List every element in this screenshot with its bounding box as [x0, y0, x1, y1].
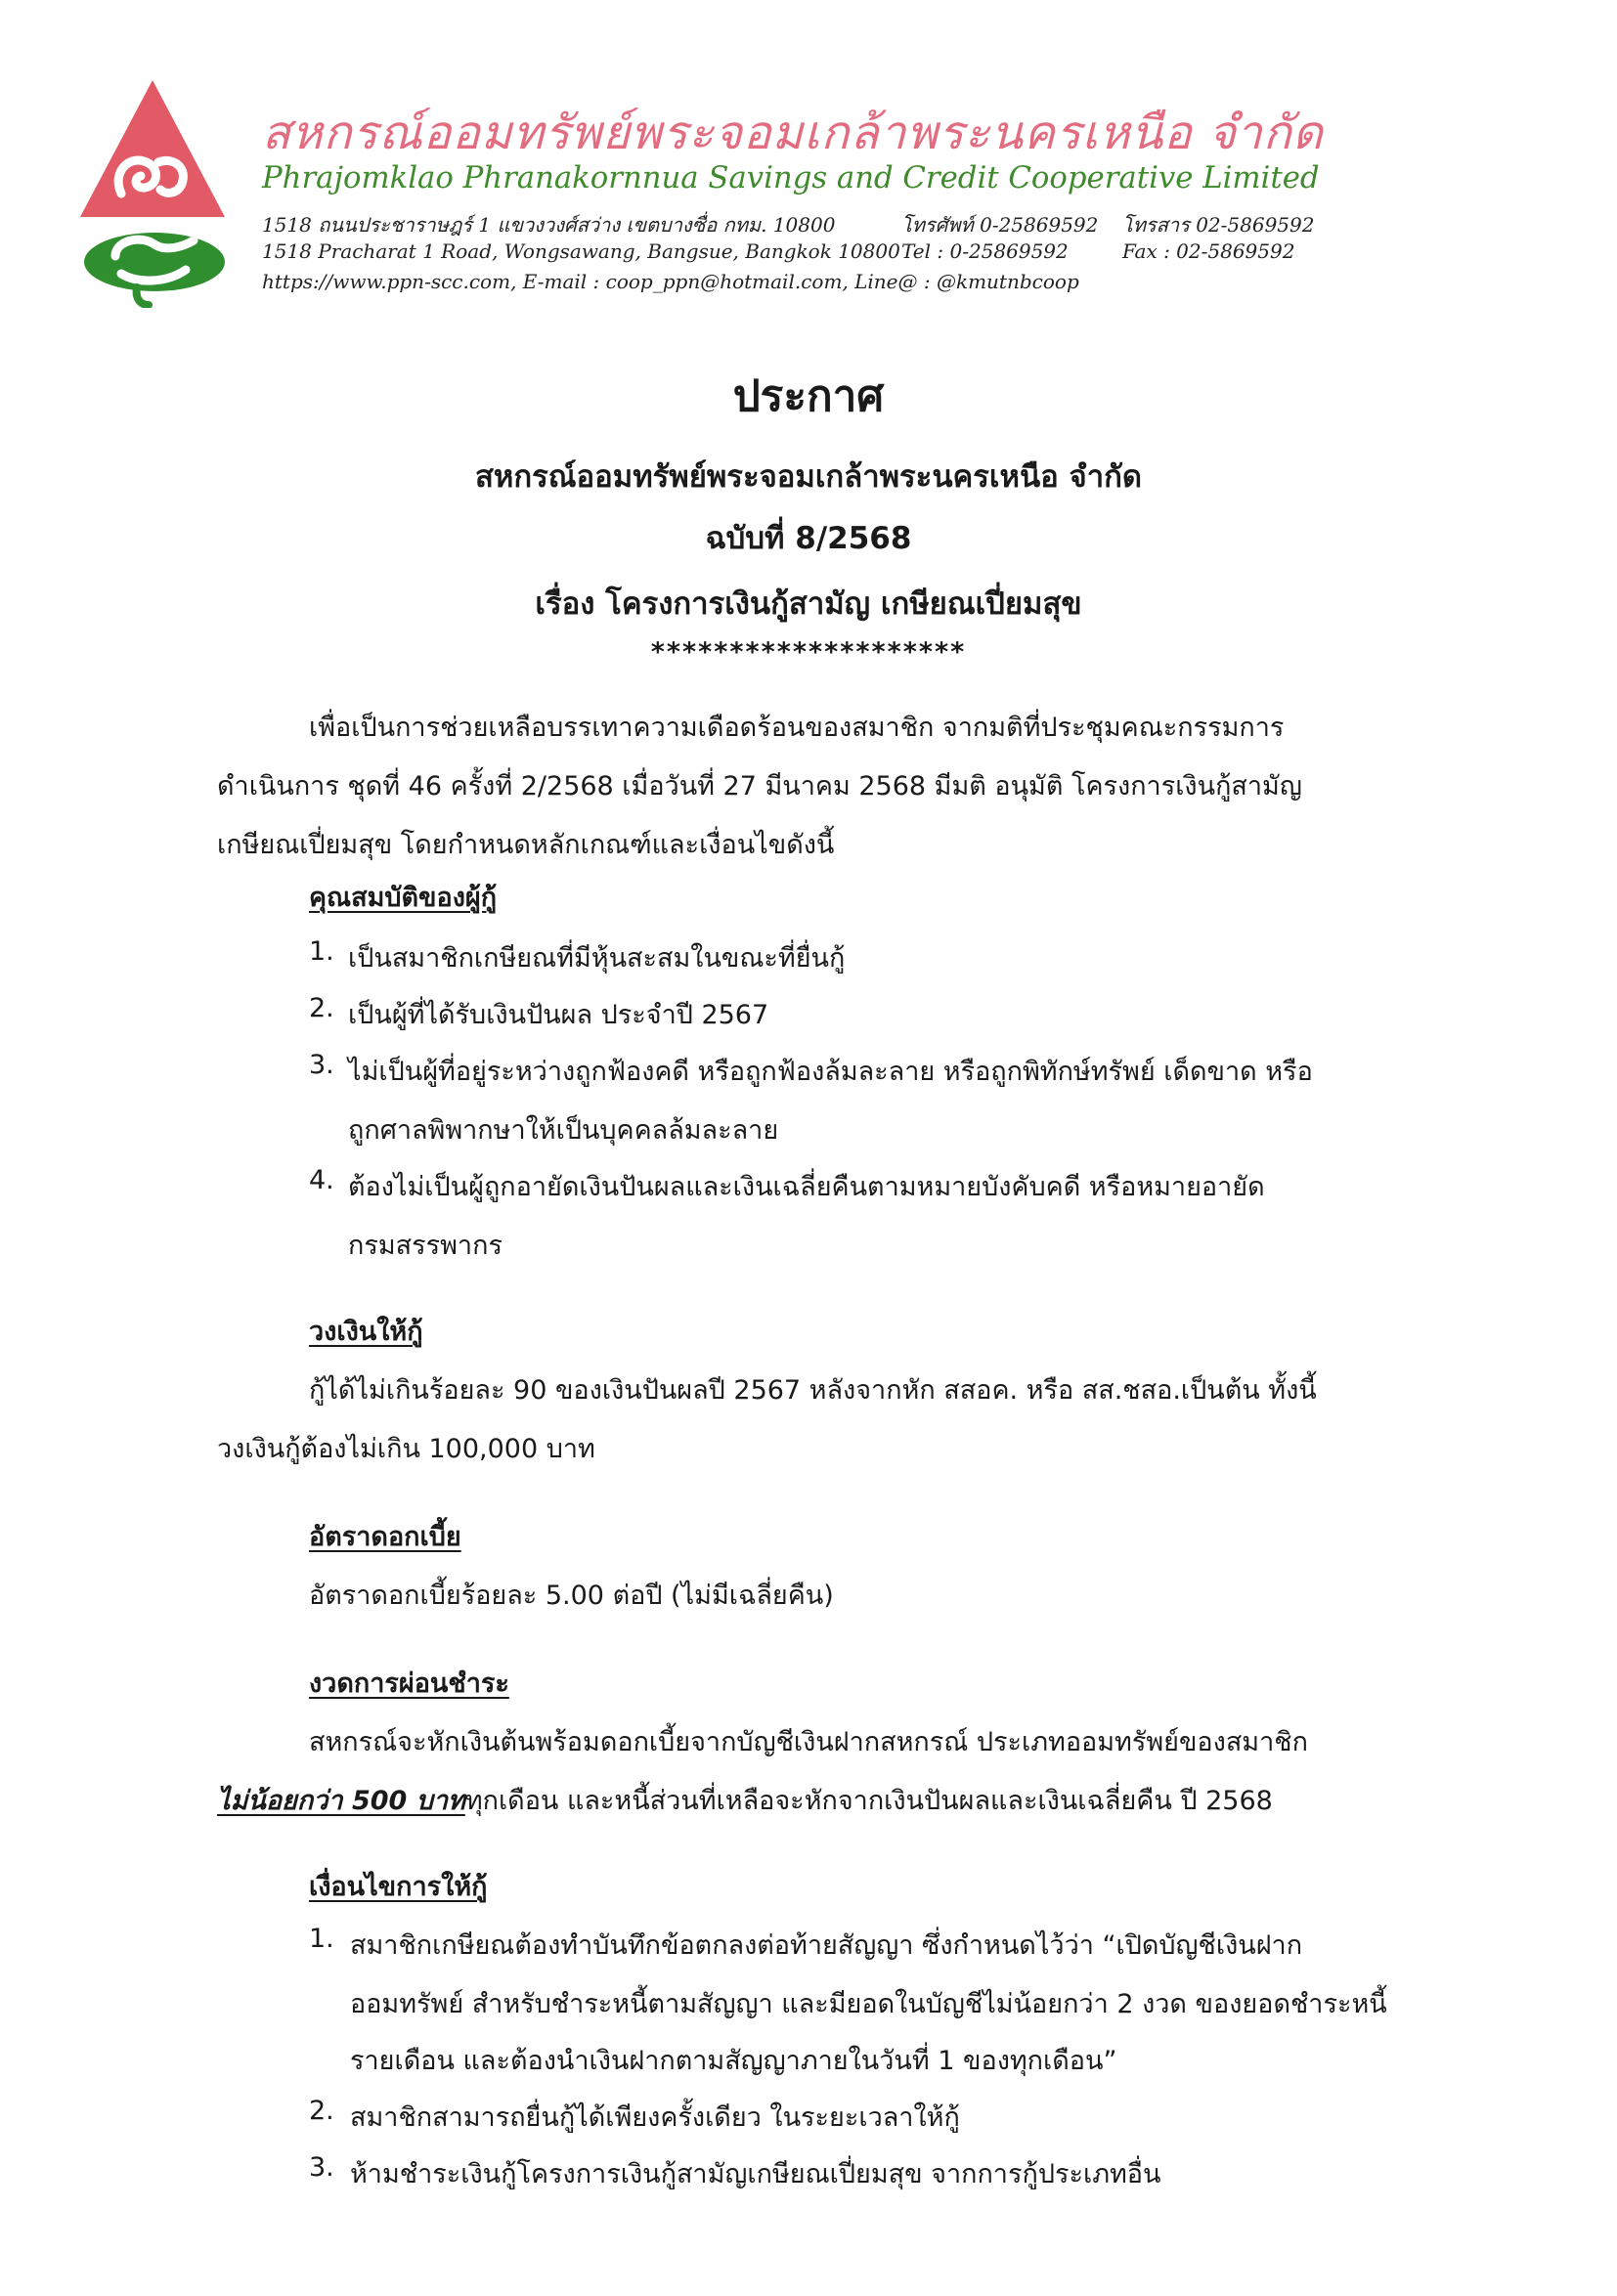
web-contact: https://www.ppn-scc.com, E-mail : coop_ppn@hotmail.com, Line@ : @kmutnbcoop: [262, 270, 1079, 293]
credit-limit-line-2: วงเงินกู้ต้องไม่เกิน 100,000 บาท: [217, 1434, 595, 1464]
interest-heading: อัตราดอกเบี้ย: [309, 1522, 461, 1552]
qualification-item: เป็นสมาชิกเกษียณที่มีหุ้นสะสมในขณะที่ยื่นกู้: [348, 943, 846, 974]
org-name-english: Phrajomklao Phranakornnua Savings and Credit Cooperative Limited: [262, 160, 1320, 195]
condition-number: 1.: [309, 1924, 334, 1954]
intro-line-2: ดำเนินการ ชุดที่ 46 ครั้งที่ 2/2568 เมื่อวันที่ 27 มีนาคม 2568 มีมติ อนุมัติ โครงการเงินกู้สามัญ: [217, 771, 1302, 801]
qualification-item: เป็นผู้ที่ได้รับเงินปันผล ประจำปี 2567: [348, 1000, 769, 1030]
condition-item-continued: ออมทรัพย์ สำหรับชำระหนี้ตามสัญญา และมียอดในบัญชีไม่น้อยกว่า 2 งวด ของยอดชำระหนี้: [350, 1989, 1387, 2019]
conditions-heading: เงื่อนไขการให้กู้: [309, 1872, 488, 1902]
minimum-payment-emphasis: ไม่น้อยกว่า 500 บาท: [217, 1786, 465, 1816]
fax-english: Fax : 02-5869592: [1122, 239, 1295, 263]
fax-thai: โทรสาร 02-5869592: [1122, 213, 1315, 237]
qualification-item: ต้องไม่เป็นผู้ถูกอายัดเงินปันผลและเงินเฉลี่ยคืนตามหมายบังคับคดี หรือหมายอายัด: [348, 1172, 1265, 1202]
condition-item: สมาชิกเกษียณต้องทำบันทึกข้อตกลงต่อท้ายสัญญา ซึ่งกำหนดไว้ว่า “เปิดบัญชีเงินฝาก: [350, 1930, 1303, 1961]
condition-item: ห้ามชำระเงินกู้โครงการเงินกู้สามัญเกษียณเปี่ยมสุข จากการกู้ประเภทอื่น: [350, 2159, 1161, 2189]
repayment-line-1: สหกรณ์จะหักเงินต้นพร้อมดอกเบี้ยจากบัญชีเงินฝากสหกรณ์ ประเภทออมทรัพย์ของสมาชิก: [309, 1727, 1308, 1757]
qualifications-heading: คุณสมบัติของผู้กู้: [309, 883, 498, 913]
announcement-title: ประกาศ: [732, 371, 885, 421]
intro-line-3: เกษียณเปี่ยมสุข โดยกำหนดหลักเกณฑ์และเงื่อนไขดังนี้: [217, 830, 835, 860]
credit-limit-line-1: กู้ได้ไม่เกินร้อยละ 90 ของเงินปันผลปี 2567 หลังจากหัก สสอค. หรือ สส.ชสอ.เป็นต้น ทั้งนี้: [309, 1375, 1317, 1406]
cooperative-logo: [76, 78, 229, 308]
interest-line: อัตราดอกเบี้ยร้อยละ 5.00 ต่อปี (ไม่มีเฉลี่ยคืน): [309, 1581, 834, 1611]
phone-thai: โทรศัพท์ 0-25869592: [901, 213, 1099, 237]
announcement-subject: เรื่อง โครงการเงินกู้สามัญ เกษียณเปี่ยมสุข: [535, 586, 1082, 622]
announcement-org: สหกรณ์ออมทรัพย์พระจอมเกล้าพระนครเหนือ จำกัด: [474, 459, 1143, 495]
qualification-number: 2.: [309, 993, 334, 1023]
announcement-number: ฉบับที่ 8/2568: [705, 521, 912, 556]
intro-line-1: เพื่อเป็นการช่วยเหลือบรรเทาความเดือดร้อนของสมาชิก จากมติที่ประชุมคณะกรรมการ: [309, 713, 1285, 743]
qualification-number: 1.: [309, 936, 334, 967]
separator-stars: ********************: [650, 637, 967, 668]
condition-item: สมาชิกสามารถยื่นกู้ได้เพียงครั้งเดียว ในระยะเวลาให้กู้: [350, 2102, 960, 2133]
qualification-number: 3.: [309, 1050, 334, 1080]
repayment-heading: งวดการผ่อนชำระ: [309, 1668, 509, 1699]
qualification-number: 4.: [309, 1165, 334, 1195]
condition-item-continued: รายเดือน และต้องนำเงินฝากตามสัญญาภายในวันที่ 1 ของทุกเดือน”: [350, 2046, 1117, 2076]
address-thai: 1518 ถนนประชาราษฎร์ 1 แขวงวงศ์สว่าง เขตบางซื่อ กทม. 10800: [262, 213, 836, 237]
repayment-line-2: [217, 1779, 1273, 1821]
address-english: 1518 Pracharat 1 Road, Wongsawang, Bangsue, Bangkok 10800: [262, 239, 900, 263]
phone-english: Tel : 0-25869592: [901, 239, 1069, 263]
org-name-thai: สหกรณ์ออมทรัพย์พระจอมเกล้าพระนครเหนือ จำกัด: [262, 107, 1324, 160]
condition-number: 3.: [309, 2152, 334, 2183]
qualification-item-continued: ถูกศาลพิพากษาให้เป็นบุคคลล้มละลาย: [348, 1115, 779, 1146]
qualification-item: ไม่เป็นผู้ที่อยู่ระหว่างถูกฟ้องคดี หรือถูกฟ้องล้มละลาย หรือถูกพิทักษ์ทรัพย์ เด็ดขาด หรือ: [348, 1057, 1313, 1087]
credit-limit-heading: วงเงินให้กู้: [309, 1317, 423, 1347]
qualification-item-continued: กรมสรรพากร: [348, 1231, 503, 1261]
repayment-line-2-rest: ทุกเดือน และหนี้ส่วนที่เหลือจะหักจากเงินปันผลและเงินเฉลี่ยคืน ปี 2568: [464, 1786, 1273, 1816]
condition-number: 2.: [309, 2096, 334, 2126]
